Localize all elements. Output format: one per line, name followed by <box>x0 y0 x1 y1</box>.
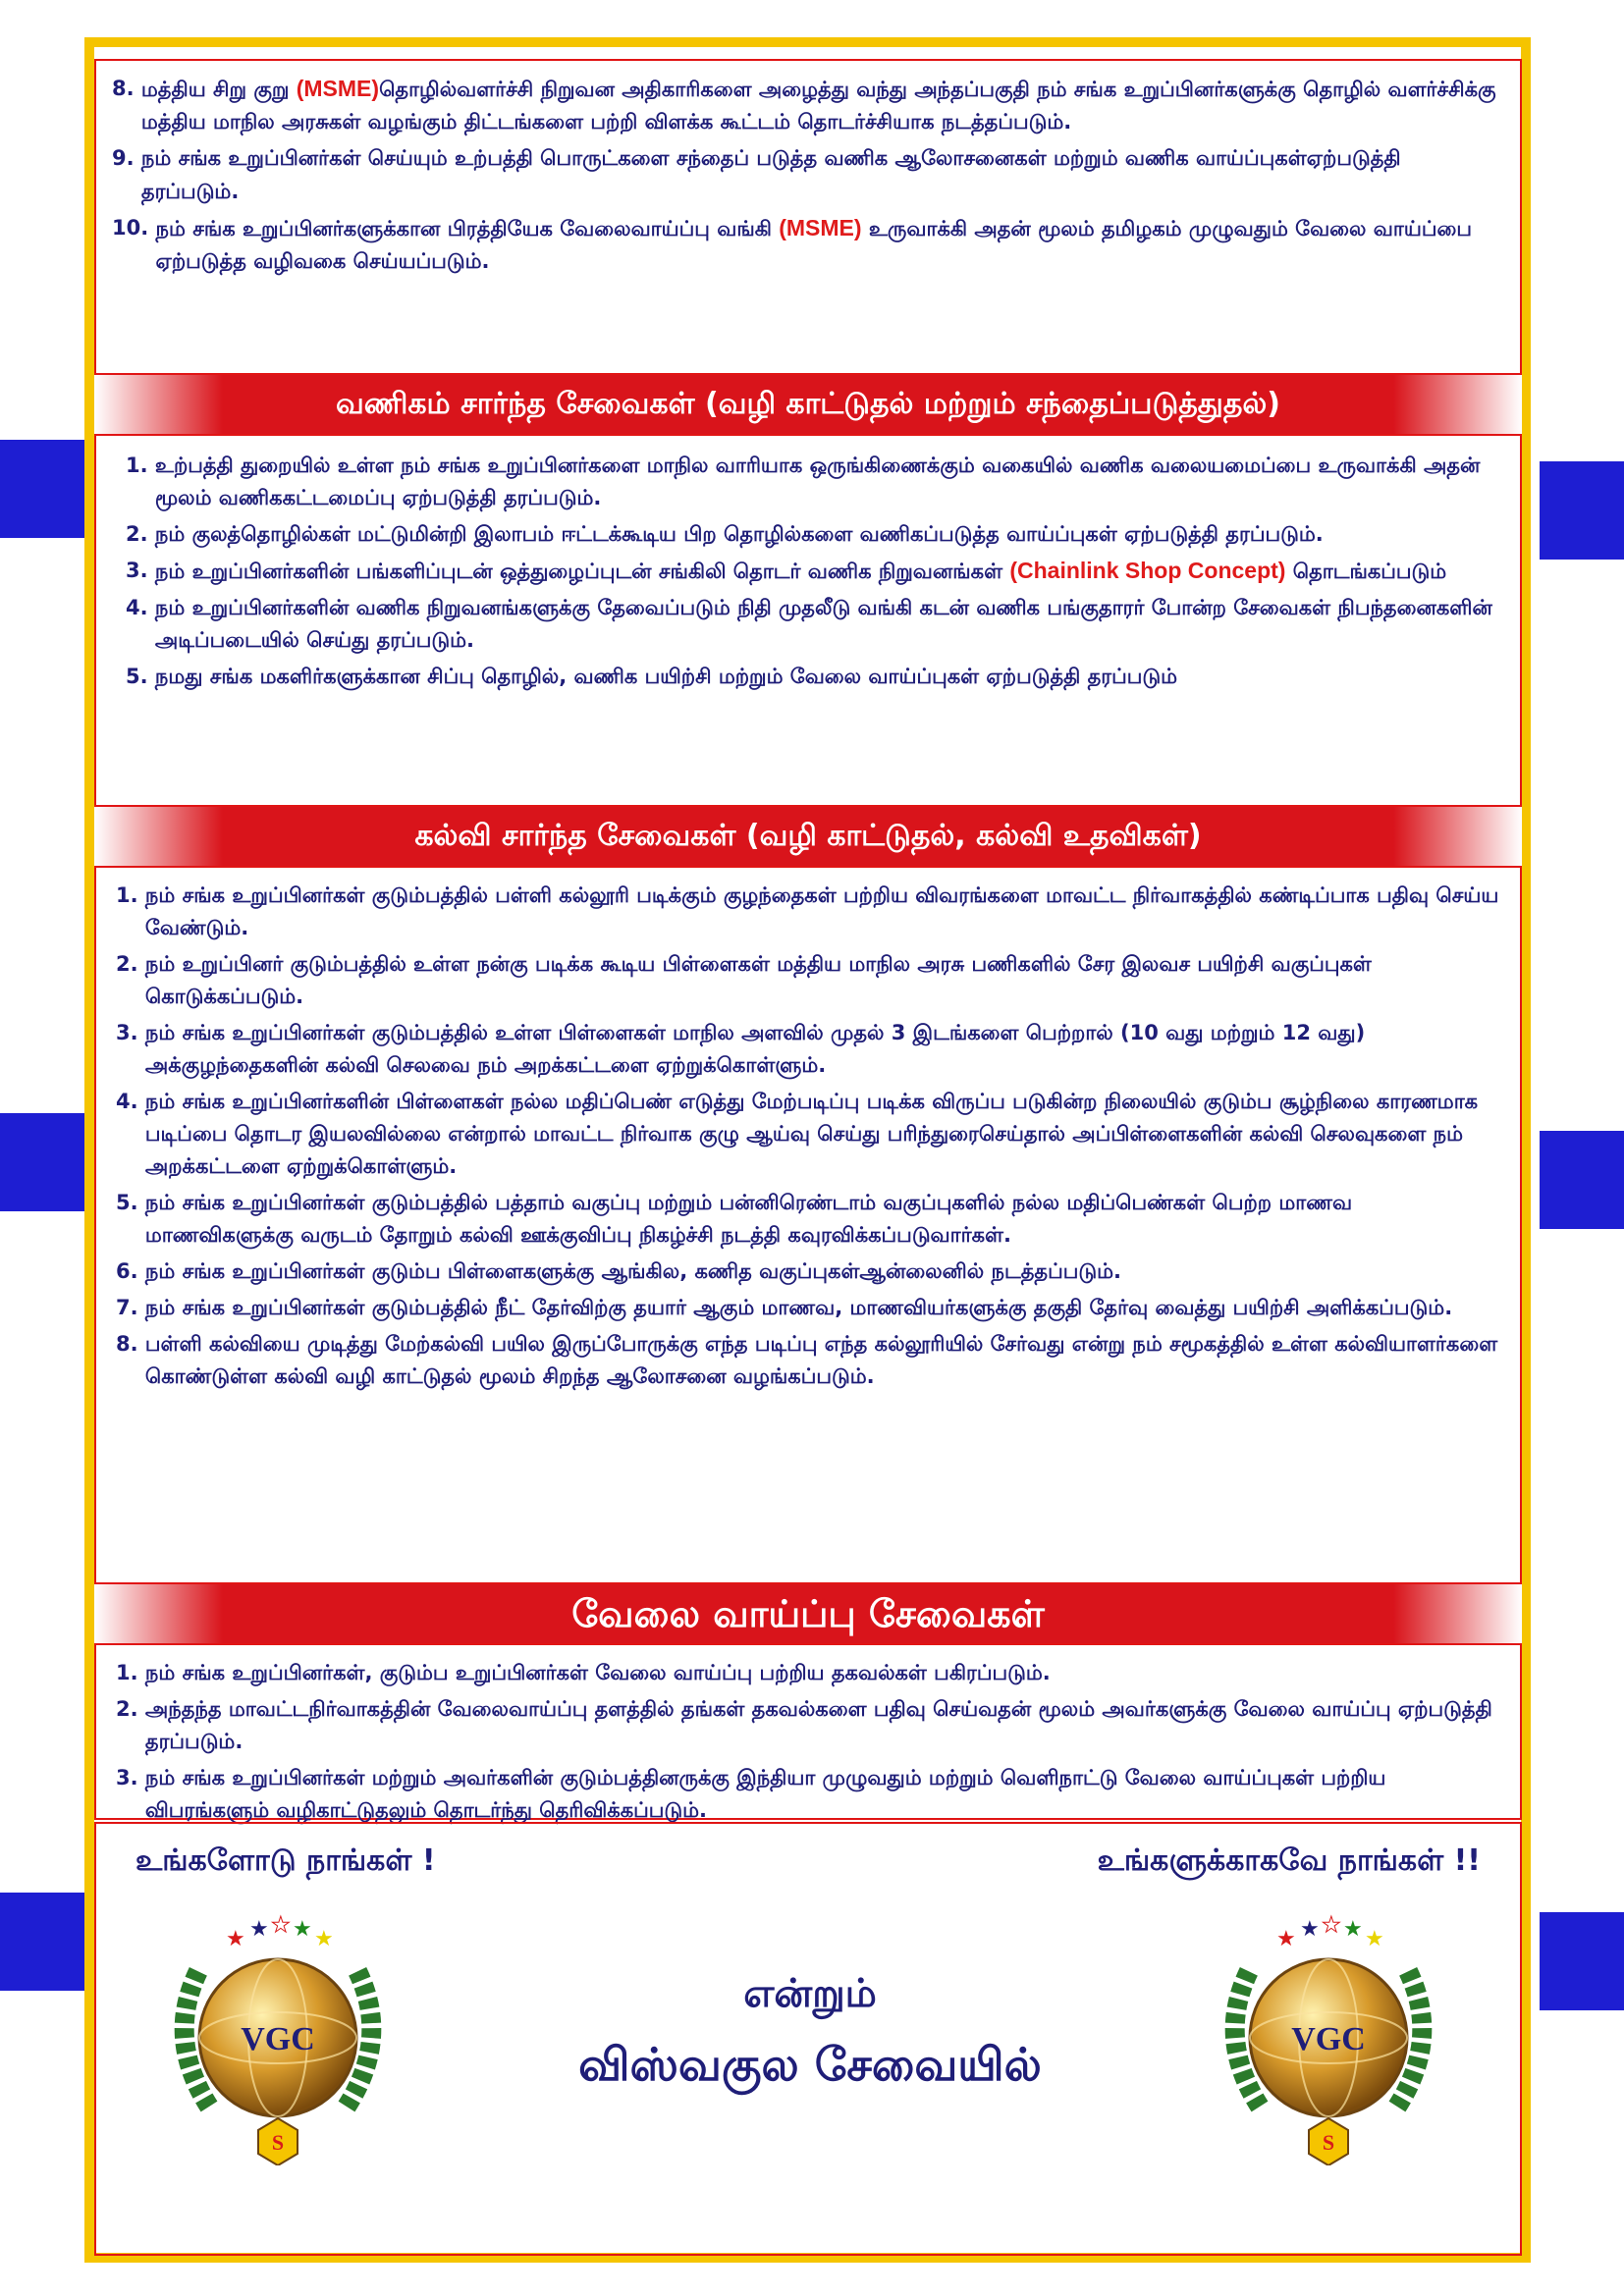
list-item: 8. பள்ளி கல்வியை முடித்து மேற்கல்வி பயில இருப்போருக்கு எந்த படிப்பு எந்த கல்லூரியில் சேர்வது என்று நம் சமூகத்தில் உள்ள கல்வியாளர்களை கொண்டுள்ள கல்வி வழி காட்டுதல் மூலம் சிறந்த ஆலோசனை வழங்கப்படும். <box>116 1332 1498 1388</box>
list-item: 5. நமது சங்க மகளிர்களுக்கான சிப்பு தொழில், வணிக பயிற்சி மற்றும் வேலை வாய்ப்புகள் ஏற்படுத்தி தரப்படும் <box>126 665 1178 688</box>
list-item: 6. நம் சங்க உறுப்பினர்கள் குடும்ப பிள்ளைகளுக்கு ஆங்கில, கணித வகுப்புகள்ஆன்லைனில் நடத்தப்படும். <box>116 1259 1121 1283</box>
msme-highlight: (MSME) <box>296 76 380 101</box>
list-item: 1. உற்பத்தி துறையில் உள்ள நம் சங்க உறுப்பினர்களை மாநில வாரியாக ஒருங்கிணைக்கும் வகையில் வணிக வலையமைப்பை உருவாக்கி அதன் மூலம் வணிககட்டமைப்பு ஏற்படுத்தி தரப்படும். <box>126 454 1481 509</box>
education-services-section <box>94 866 1522 1584</box>
list-item: 2. அந்தந்த மாவட்டநிர்வாகத்தின் வேலைவாய்ப்பு தளத்தில் தங்கள் தகவல்களை பதிவு செய்வதன் மூலம் அவர்களுக்கு வேலை வாய்ப்பு ஏற்படுத்தி தரப்படும். <box>116 1697 1492 1753</box>
logo-text: VGC <box>241 2021 315 2057</box>
list-item: 1. நம் சங்க உறுப்பினர்கள், குடும்ப உறுப்பினர்கள் வேலை வாய்ப்பு பற்றிய தகவல்கள் பகிரப்படும். <box>116 1661 1051 1684</box>
svg-text:★: ★ <box>1276 1927 1296 1951</box>
svg-text:★: ★ <box>271 1913 291 1938</box>
left-stripe-1 <box>0 440 84 538</box>
svg-text:★: ★ <box>1322 1913 1341 1938</box>
svg-text:★: ★ <box>249 1917 269 1942</box>
list-item: 3. நம் சங்க உறுப்பினர்கள் குடும்பத்தில் உள்ள பிள்ளைகள் மாநில அளவில் முதல் 3 இடங்களை பெற்றால் (10 வது மற்றும் 12 வது) அக்குழந்தைகளின் கல்வி செலவை நம் அறக்கட்டளை ஏற்றுக்கொள்ளும். <box>116 1021 1366 1077</box>
right-stripe-1 <box>1540 461 1624 560</box>
list-item: 4. நம் சங்க உறுப்பினர்களின் பிள்ளைகள் நல்ல மதிப்பெண் எடுத்து மேற்படிப்பு படிக்க விருப்ப படுகின்ற நிலையில் குடும்ப சூழ்நிலை காரணமாக படிப்பை தொடர இயலவில்லை என்றால் மாவட்ட நிர்வாக குழு ஆய்வு செய்து பரிந்துரைசெய்தால் அப்பிள்ளைகளின் கல்வி செலவுகளை நம் அறக்கட்டளை ஏற்றுக்கொள்ளும். <box>116 1090 1479 1178</box>
list-item: 4. நம் உறுப்பினர்களின் வணிக நிறுவனங்களுக்கு தேவைப்படும் நிதி முதலீடு வங்கி கடன் வணிக பங்குதாரர் போன்ற சேவைகள் நிபந்தனைகளின் அடிப்படையில் செய்து தரப்படும். <box>126 596 1492 652</box>
right-slogan: உங்களுக்காகவே நாங்கள் !! <box>1097 1843 1481 1878</box>
right-stripe-2 <box>1540 1131 1624 1229</box>
vgc-logo-right <box>1206 1900 1451 2165</box>
svg-text:★: ★ <box>1343 1917 1363 1942</box>
employment-services-banner: வேலை வாய்ப்பு சேவைகள் <box>94 1584 1522 1643</box>
star-icons <box>1276 1913 1384 1951</box>
item-number: 8. <box>112 77 141 100</box>
employment-services-section <box>94 1643 1522 1820</box>
footer <box>94 1822 1522 2256</box>
business-services-section <box>94 434 1522 807</box>
list-item: 3. நம் சங்க உறுப்பினர்கள் மற்றும் அவர்களின் குடும்பத்தினருக்கு இந்தியா முழுவதும் மற்றும் வெளிநாட்டு வேலை வாய்ப்புகள் பற்றிய விபரங்களும் வழிகாட்டுதலும் தொடர்ந்து தெரிவிக்கப்படும். <box>116 1766 1386 1822</box>
svg-text:★: ★ <box>293 1917 312 1942</box>
right-stripe-3 <box>1540 1912 1624 2010</box>
left-stripe-2 <box>0 1113 84 1211</box>
list-item: 10. நம் சங்க உறுப்பினர்களுக்கான பிரத்தியேக வேலைவாய்ப்பு வங்கி (MSME) உருவாக்கி அதன் மூலம் தமிழகம் முழுவதும் வேலை வாய்ப்பை ஏற்படுத்த வழிவகை செய்யப்படும். <box>112 212 1520 278</box>
vgc-logo-left <box>155 1900 401 2165</box>
left-slogan: உங்களோடு நாங்கள் ! <box>135 1843 436 1878</box>
left-stripe-3 <box>0 1893 84 1991</box>
center-line-2: விஸ்வகுல சேவையில் <box>578 2038 1042 2091</box>
logo-text: VGC <box>1291 2021 1366 2057</box>
education-services-banner: கல்வி சார்ந்த சேவைகள் (வழி காட்டுதல், கல்வி உதவிகள்) <box>94 807 1522 866</box>
svg-text:★: ★ <box>1300 1917 1320 1942</box>
svg-text:★: ★ <box>314 1927 334 1951</box>
chainlink-highlight: (Chainlink Shop Concept) <box>1009 558 1286 583</box>
list-item: 2. நம் குலத்தொழில்கள் மட்டுமின்றி இலாபம் ஈட்டக்கூடிய பிற தொழில்களை வணிகப்படுத்த வாய்ப்புகள் ஏற்படுத்தி தரப்படும். <box>126 522 1324 546</box>
star-icons <box>226 1913 334 1951</box>
svg-text:S: S <box>1322 2130 1335 2155</box>
list-item: 1. நம் சங்க உறுப்பினர்கள் குடும்பத்தில் பள்ளி கல்லூரி படிக்கும் குழந்தைகள் பற்றிய விவரங்களை மாவட்ட நிர்வாகத்தில் கண்டிப்பாக பதிவு செய்ய வேண்டும். <box>116 883 1499 939</box>
svg-text:★: ★ <box>226 1927 245 1951</box>
business-services-banner: வணிகம் சார்ந்த சேவைகள் (வழி காட்டுதல் மற்றும் சந்தைப்படுத்துதல்) <box>94 375 1522 434</box>
svg-text:★: ★ <box>1365 1927 1384 1951</box>
svg-text:S: S <box>271 2130 285 2155</box>
list-item: 2. நம் உறுப்பினர் குடும்பத்தில் உள்ள நன்கு படிக்க கூடிய பிள்ளைகள் மத்திய மாநில அரசு பணிகளில் சேர இலவச பயிற்சி வகுப்புகள் கொடுக்கப்படும். <box>116 952 1372 1008</box>
list-item: 9. நம் சங்க உறுப்பினர்கள் செய்யும் உற்பத்தி பொருட்களை சந்தைப் படுத்த வணிக ஆலோசனைகள் மற்றும் வணிக வாய்ப்புகள்ஏற்படுத்தி தரப்படும். <box>112 142 1520 208</box>
list-item: 3. நம் உறுப்பினர்களின் பங்களிப்புடன் ஒத்துழைப்புடன் சங்கிலி தொடர் வணிக நிறுவனங்கள் (Chainlink Shop Concept) தொடங்கப்படும் <box>126 558 1447 583</box>
list-item: 5. நம் சங்க உறுப்பினர்கள் குடும்பத்தில் பத்தாம் வகுப்பு மற்றும் பன்னிரெண்டாம் வகுப்புகளில் நல்ல மதிப்பெண்கள் பெற்ற மாணவ மாணவிகளுக்கு வருடம் தோறும் கல்வி ஊக்குவிப்பு நிகழ்ச்சி நடத்தி கவுரவிக்கப்படுவார்கள். <box>116 1191 1353 1247</box>
item-number: 9. <box>112 146 141 170</box>
msme-highlight: (MSME) <box>779 215 862 240</box>
item-number: 10. <box>112 216 156 240</box>
center-line-1: என்றும் <box>743 1971 877 2016</box>
list-item: 8. மத்திய சிறு குறு (MSME)தொழில்வளர்ச்சி நிறுவன அதிகாரிகளை அழைத்து வந்து அந்தப்பகுதி நம் சங்க உறுப்பினர்களுக்கு தொழில் வளர்ச்சிக்கு மத்திய மாநில அரசுகள் வழங்கும் திட்டங்களை பற்றி விளக்க கூட்டம் தொடர்ச்சியாக நடத்தப்படும். <box>112 73 1520 138</box>
top-section <box>94 59 1522 375</box>
list-item: 7. நம் சங்க உறுப்பினர்கள் குடும்பத்தில் நீட் தேர்விற்கு தயார் ஆகும் மாணவ, மாணவியர்களுக்கு தகுதி தேர்வு வைத்து பயிற்சி அளிக்கப்படும். <box>116 1296 1453 1319</box>
